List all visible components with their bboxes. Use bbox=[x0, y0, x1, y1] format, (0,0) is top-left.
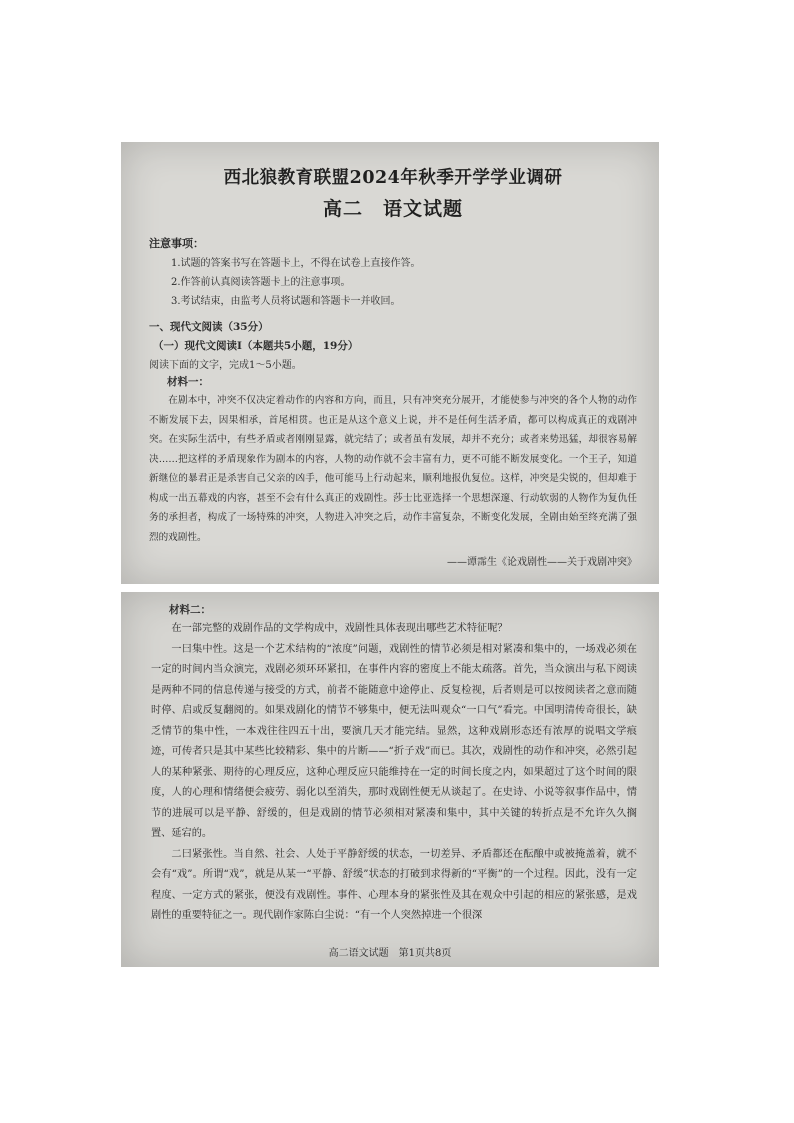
section-heading: 一、现代文阅读（35分） bbox=[149, 321, 269, 333]
page-photo-bottom bbox=[121, 592, 659, 967]
material-label: 材料一： bbox=[167, 376, 209, 388]
reading-instruction: 阅读下面的文字，完成1～5小题。 bbox=[149, 360, 302, 371]
exam-title: 西北狼教育联盟2024年秋季开学学业调研 bbox=[223, 168, 563, 188]
material-paragraph: 在一部完整的戏剧作品的文学构成中，戏剧性具体表现出哪些艺术特征呢？ bbox=[171, 623, 508, 634]
notice-item: 3.考试结束，由监考人员将试题和答题卡一并收回。 bbox=[171, 296, 401, 307]
notice-item: 2.作答前认真阅读答题卡上的注意事项。 bbox=[171, 277, 351, 288]
material-label: 材料二： bbox=[169, 604, 211, 616]
material-paragraph: 一曰集中性。这是一个艺术结构的“浓度”问题，戏剧性的情节必须是相对紧凑和集中的，一场戏必须在一定的时间内当众演完，戏剧必须环环紧扣，在事件内容的密度上不能太疏落。首先，当众演出与私下阅读是两种不同的信息传递与接受的方式，前者不能随意中途停止、反复检视，后者则是可以按阅读者之意而随时停、启或反复翻阅的。如果戏剧化的情节不够集中，便无法叫观众“一口气”看完。中国明清传奇很长，缺乏情节的集中性，一本戏往往四五十出，要演几天才能完结。显然，这种戏剧形态还有浓厚的说唱文学痕迹，可传者只是其中某些比较精彩、集中的片断——“折子戏”而已。其次，戏剧性的动作和冲突，必然引起人的某种紧张、期待的心理反应，这种心理反应只能维持在一定的时间长度之内，如果超过了这个时间的限度，人的心理和情绪便会疲劳、弱化以至消失，那时戏剧性便无从谈起了。在史诗、小说等叙事作品中，情节的进展可以是平静、舒缓的，但是戏剧的情节必须相对紧凑和集中，其中关键的转折点是不允许久久搁置、延宕的。 bbox=[151, 643, 637, 839]
exam-subtitle: 高二 语文试题 bbox=[322, 198, 463, 220]
notice-block bbox=[149, 235, 637, 307]
page-photo-top bbox=[121, 142, 659, 584]
page-footer: 高二语文试题 第1页共8页 bbox=[328, 948, 452, 959]
material-source: ——谭霈生《论戏剧性——关于戏剧冲突》 bbox=[447, 557, 637, 568]
subsection-heading: （一）现代文阅读Ⅰ（本题共5小题，19分） bbox=[153, 340, 359, 352]
notice-item: 1.试题的答案书写在答题卡上，不得在试卷上直接作答。 bbox=[171, 258, 421, 269]
notice-heading: 注意事项： bbox=[149, 237, 204, 250]
material-paragraph: 二曰紧张性。当自然、社会、人处于平静舒缓的状态，一切差异、矛盾都还在酝酿中或被掩盖着，就不会有“戏”。所谓“戏”，就是从某一“平静、舒缓”状态的打破到求得新的“平衡”的一个过程。因此，没有一定程度、一定方式的紧张，便没有戏剧性。事件、心理本身的紧张性及其在观众中引起的相应的紧张感，是戏剧性的重要特征之一。现代剧作家陈白尘说：“有一个人突然掉进一个很深 bbox=[151, 848, 637, 921]
material-paragraph: 在剧本中，冲突不仅决定着动作的内容和方向，而且，只有冲突充分展开，才能使参与冲突的各个人物的动作不断发展下去，因果相承，首尾相贯。也正是从这个意义上说，并不是任何生活矛盾，都可以构成真正的戏剧冲突。在实际生活中，有些矛盾或者刚刚显露，就完结了；或者虽有发展，却并不充分；或者来势迅猛，却很容易解决……把这样的矛盾现象作为剧本的内容，人物的动作就不会丰富有力，更不可能不断发展变化。一个王子，知道新继位的暴君正是杀害自己父亲的凶手，他可能马上行动起来，顺利地报仇复位。这样，冲突是尖锐的，但却难于构成一出五幕戏的内容，甚至不会有什么真正的戏剧性。莎士比亚选择一个思想深邃、行动软弱的人物作为复仇任务的承担者，构成了一场特殊的冲突，人物进入冲突之后，动作丰富复杂，不断变化发展，全剧由始至终充满了强烈的戏剧性。 bbox=[149, 395, 637, 543]
